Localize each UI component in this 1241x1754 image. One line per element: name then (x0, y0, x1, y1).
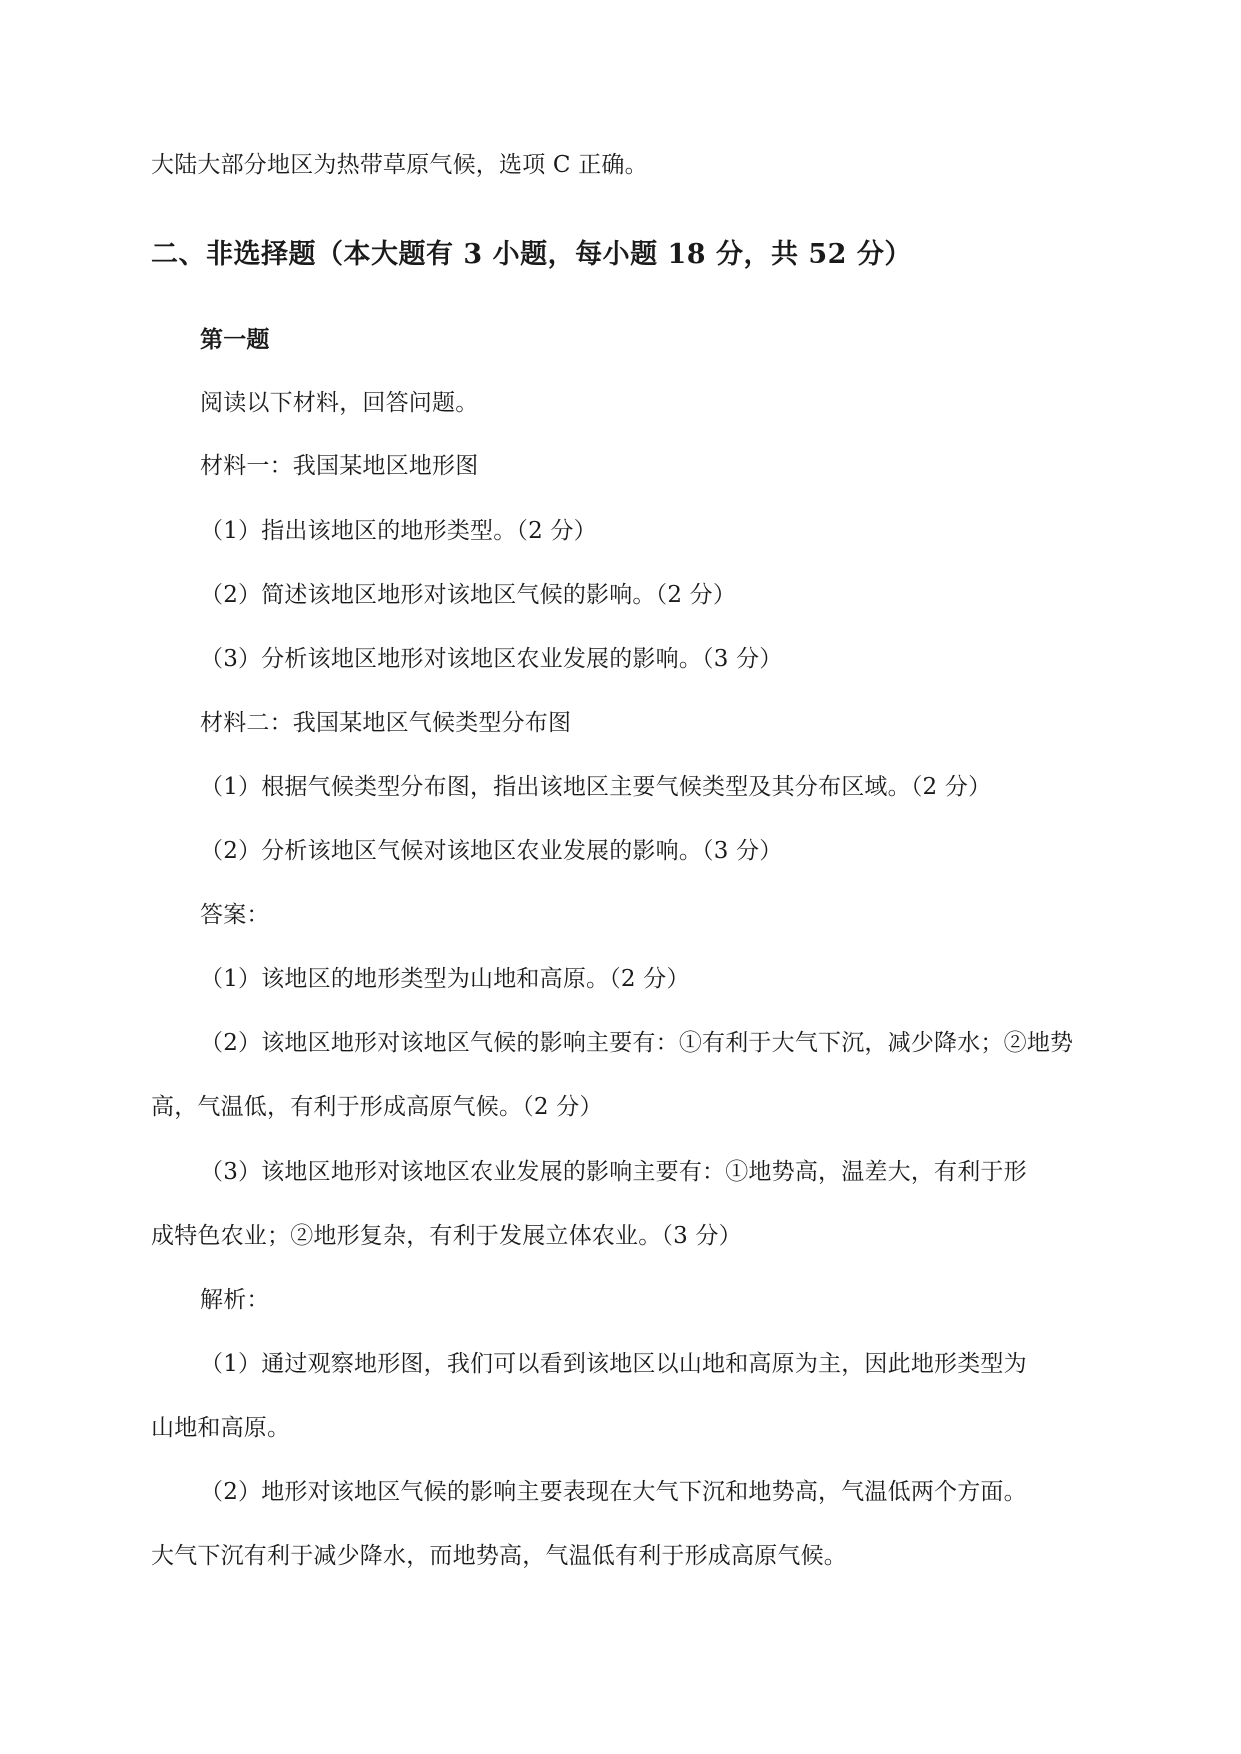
analysis-1-line-2: 山地和高原。 (151, 1415, 291, 1441)
answer-3-line-2: 成特色农业；②地形复杂，有利于发展立体农业。（3 分） (151, 1223, 742, 1249)
instruction-text: 阅读以下材料，回答问题。 (200, 390, 479, 416)
question-title: 第一题 (200, 326, 270, 353)
answer-3-line-1: （3）该地区地形对该地区农业发展的影响主要有：①地势高，温差大，有利于形 (200, 1159, 1027, 1185)
intro-line: 大陆大部分地区为热带草原气候，选项 C 正确。 (151, 152, 648, 178)
material-1-question-3: （3）分析该地区地形对该地区农业发展的影响。（3 分） (200, 646, 783, 672)
analysis-2-line-1: （2）地形对该地区气候的影响主要表现在大气下沉和地势高，气温低两个方面。 (200, 1479, 1027, 1505)
analysis-2-line-2: 大气下沉有利于减少降水，而地势高，气温低有利于形成高原气候。 (151, 1543, 847, 1569)
answer-2-line-1: （2）该地区地形对该地区气候的影响主要有：①有利于大气下沉，减少降水；②地势 (200, 1030, 1074, 1056)
material-2-question-2: （2）分析该地区气候对该地区农业发展的影响。（3 分） (200, 838, 783, 864)
analysis-1-line-1: （1）通过观察地形图，我们可以看到该地区以山地和高原为主，因此地形类型为 (200, 1351, 1027, 1377)
answer-label: 答案： (200, 902, 270, 928)
material-2-question-1: （1）根据气候类型分布图，指出该地区主要气候类型及其分布区域。（2 分） (200, 774, 992, 800)
answer-2-line-2: 高，气温低，有利于形成高原气候。（2 分） (151, 1094, 603, 1120)
section-heading: 二、非选择题（本大题有 3 小题，每小题 18 分，共 52 分） (151, 239, 912, 270)
material-1-title: 材料一：我国某地区地形图 (200, 453, 479, 479)
analysis-label: 解析： (200, 1287, 270, 1313)
material-1-question-1: （1）指出该地区的地形类型。（2 分） (200, 518, 597, 544)
material-1-question-2: （2）简述该地区地形对该地区气候的影响。（2 分） (200, 582, 737, 608)
material-2-title: 材料二：我国某地区气候类型分布图 (200, 710, 572, 736)
answer-1: （1）该地区的地形类型为山地和高原。（2 分） (200, 966, 690, 992)
